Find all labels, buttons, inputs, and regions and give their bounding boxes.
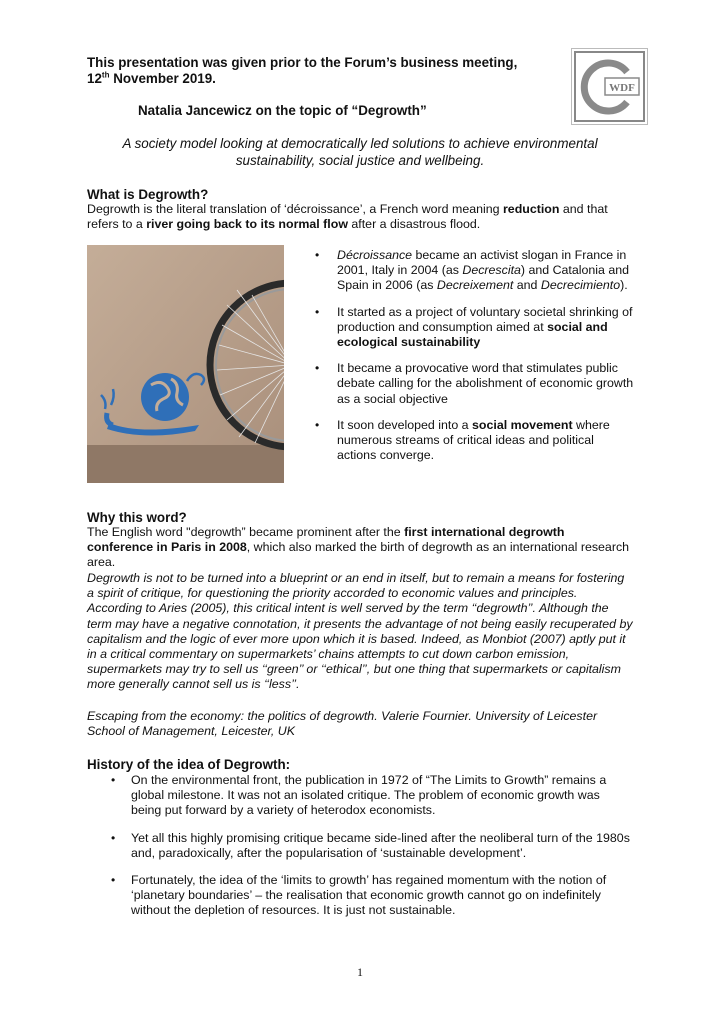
what-is-paragraph [87,202,633,232]
history-bullet-3: Fortunately, the idea of the ‘limits to growth’ has regained momentum with the notion of ‘planetary boundaries’ – the realisation that economic growth cannot go on indefinitely without the depletion of resources. It is just not sustainable. [131,873,607,918]
history-bullet-1: On the environmental front, the publication in 1972 of “The Limits to Growth” remains a global milestone. It was not an isolated critique. The problem of economic growth was being put forward by a variety of heterodox economists. [131,773,607,818]
what-is-bold-1: reduction [502,202,560,216]
bullet-2-text: It started as a project of voluntary societal shrinking of production and consumption aimed at [337,304,633,334]
bullet-4-text-2: where numerous streams of critical ideas and political actions converge. [337,417,610,463]
bullet-icon: • [315,304,320,319]
cwdf-logo [571,48,648,125]
bullet-4-bold: social movement [472,417,573,432]
tagline: A society model looking at democratically led solutions to achieve environmental sustainability, social justice and wellbeing. [122,136,598,168]
bullet-1-text-2: ) and Catalonia and Spain in 2006 (as [337,263,630,293]
why-paragraph [87,525,633,571]
page-number: 1 [357,965,363,979]
bullet-icon: • [111,873,116,888]
what-is-text-2: and that refers to a [87,202,608,232]
what-is-bullet-list [315,248,635,463]
list-item [315,305,635,351]
list-item [111,773,633,819]
bullet-icon: • [315,417,320,432]
bullet-1-italic-4: Decrecimiento [540,278,621,293]
history-bullet-2: Yet all this highly promising critique became side-lined after the neoliberal turn of the 1980s and, paradoxically, after the popularisation of ‘sustainable development’. [131,830,630,860]
bullet-4-text-1: It soon developed into a [337,417,473,432]
section-heading-history: History of the idea of Degrowth: [87,757,291,772]
bullet-2-bold: social and ecological sustainability [337,319,608,350]
list-item [111,831,633,861]
bullet-1-italic-1: Décroissance [337,248,413,262]
intro-date-suffix: th [101,70,110,80]
bullet-1-text-1: became an activist slogan in France in 2001, Italy in 2004 (as [337,248,627,278]
bullet-1-text-4: ). [620,278,628,293]
bullet-icon: • [111,830,116,845]
snail-globe-photo [87,245,284,483]
bullet-icon: • [111,773,116,787]
why-source: Escaping from the economy: the politics of degrowth. Valerie Fournier. University of Leicester School of Management, Leicester, UK [87,709,598,739]
bullet-3-text: It became a provocative word that stimulates public debate calling for the abolishment of economic growth as a social objective [337,361,634,406]
what-is-text-3: after a disastrous flood. [347,217,481,232]
why-text-2: , which also marked the birth of degrowth as an international research area. [87,540,630,570]
intro-text-1: This presentation was given prior to the Forum’s business meeting, [87,55,518,70]
speaker-line: Natalia Jancewicz on the topic of “Degrowth” [138,103,427,118]
why-quote: Degrowth is not to be turned into a blueprint or an end in itself, but to remain a means for fostering a spirit of critique, for questioning the priority accorded to economic values and principles. According to Aries (2005), this critical intent is well served by the term ‘‘degrowth’’. Although the term may have a negative connotation, it presents the advantage of not being easily recuperated by capitalism and the logic of ever more upon which it is based. Indeed, as Monbiot (2007) aptly put it in a critical commentary on supermarkets’ chains attempts to cut down carbon emission, supermarkets may try to sell us ‘‘green’’ or ‘‘ethical’’, but one thing that supermarkets or capitalism more generally cannot sell us is ‘‘less’’. [87,571,633,692]
history-bullet-list [111,773,633,919]
intro-date-rest: November 2019. [109,71,216,86]
why-text-1: The English word "degrowth” became prominent after the [87,525,405,539]
list-item [315,418,635,464]
bullet-1-text-3: and [513,278,541,293]
section-heading-why: Why this word? [87,510,187,525]
list-item [111,873,633,919]
intro-date-day: 12 [87,71,102,86]
bullet-icon: • [315,361,320,376]
bullet-icon: • [315,248,320,262]
what-is-text-1: Degrowth is the literal translation of ‘décroissance’, a French word meaning [87,202,503,216]
bullet-1-italic-3: Decreixement [436,278,514,293]
bullet-1-italic-2: Decrescita [462,263,521,278]
intro-line-1 [87,55,517,71]
list-item [315,248,635,294]
what-is-bold-2: river going back to its normal flow [146,217,348,232]
svg-text:WDF: WDF [609,82,635,94]
why-bold: first international degrowth conference in Paris in 2008 [87,525,565,555]
intro-line-2 [87,71,216,87]
list-item [315,361,635,407]
section-heading-what-is: What is Degrowth? [87,187,209,202]
